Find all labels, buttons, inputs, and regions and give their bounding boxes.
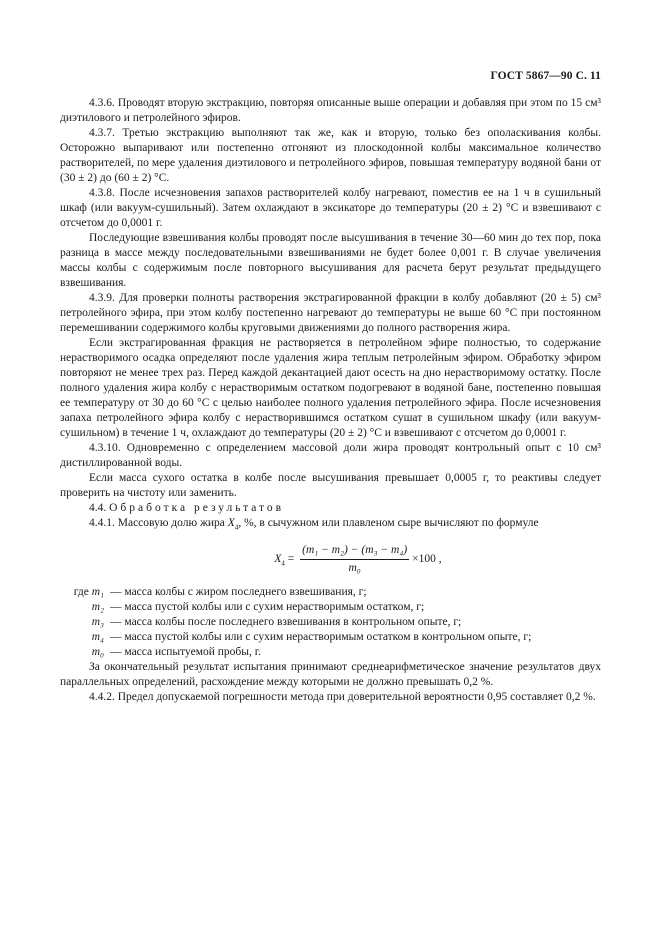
section-title-text: Обработка результатов — [109, 502, 285, 514]
paragraph-4-4-2: 4.4.2. Предел допускаемой погрешности метода при доверительной вероятности 0,95 составляет 0,2 %. — [89, 691, 596, 703]
formula-lhs-sub: 4 — [281, 558, 285, 567]
definition-var: m₀ — [91, 646, 104, 658]
paragraph-final-result: За окончательный результат испытания принимают среднеарифметическое значение результатов двух параллельных определений, расхождение между которыми не должно превышать 0,2 %. — [60, 661, 601, 688]
formula-equals: = — [284, 552, 298, 565]
formula-lhs — [274, 552, 285, 567]
definition-row — [60, 585, 601, 600]
definition-text: — масса пустой колбы или с сухим нерастворимым остатком в контрольном опыте, г; — [110, 631, 532, 643]
definition-text: — масса пустой колбы или с сухим нерастворимым остатком, г; — [110, 601, 425, 613]
paragraph-4-4-1 — [60, 516, 601, 531]
p441-sub: 4 — [234, 523, 239, 532]
definition-text: — масса испытуемой пробы, г. — [110, 646, 262, 658]
definition-lead — [60, 585, 110, 600]
definition-row — [60, 600, 601, 615]
definition-row — [60, 645, 601, 660]
formula-denominator: m₀ — [348, 561, 361, 574]
definition-lead — [60, 645, 110, 660]
formula-lhs-var: X — [274, 552, 282, 565]
variable-definitions — [60, 585, 601, 660]
definition-lead — [60, 600, 110, 615]
definition-where: где — [73, 586, 89, 598]
formula-numerator: (m₁ − m₂) − (m₃ − m₄) — [300, 543, 409, 560]
paragraph-4-3-6: 4.3.6. Проводят вторую экстракцию, повторяя описанные выше операции и добавляя при этом по 15 см³ диэтилового и петролейного эфиров. — [60, 97, 601, 124]
document-body — [60, 96, 601, 705]
paragraph-insoluble-residue: Если экстрагированная фракция не растворяется в петролейном эфире полностью, то содержание нерастворимого осадка определяют после удаления жира теплым петролейным эфиром. Обработку эфиром повторяют не менее трех раз. Перед каждой декантацией дают осесть на дно нерастворимому остатку. После полного удаления жира колбу с нерастворимым остатком подогревают в водяной бане, постепенно повышая ее температуру от 30 до 60 °С с целью наиболее полного удаления петролейного эфира. После исчезновения запаха петролейного эфира колбу с нерастворившимся остатком сушат в сушильном шкафу (или вакуум-сушильном) в течение 1 ч, охлаждают до температуры (20 ± 2) °С и взвешивают с отсчетом до 0,0001 г. — [60, 337, 601, 439]
paragraph-reagent-check: Если масса сухого остатка в колбе после высушивания превышает 0,0005 г, то реактивы следует проверить на чистоту или заменить. — [60, 472, 601, 499]
formula-multiplier: ×100 , — [412, 552, 442, 565]
definition-row — [60, 630, 601, 645]
formula-fraction — [300, 543, 409, 576]
definition-var: m₃ — [91, 616, 104, 628]
paragraph-4-3-8: 4.3.8. После исчезновения запахов растворителей колбу нагревают, поместив ее на 1 ч в сушильный шкаф (или вакуум-сушильный). Затем охлаждают в эксикаторе до температуры (20 ± 2) °С и взвешивают с отсчетом до 0,0001 г. — [60, 187, 601, 229]
paragraph-4-3-7: 4.3.7. Третью экстракцию выполняют так же, как и вторую, только без ополаскивания колбы. Осторожно выпаривают или постепенно отгоняют из плоскодонной колбы максимальное количество растворителей, по мере удаления диэтилового и петролейного эфиров, повышая температуру водяной бани от (30 ± 2) до (60 ± 2) °С. — [60, 127, 601, 184]
p441-rest: , %, в сычужном или плавленом сыре вычисляют по формуле — [238, 517, 539, 529]
p441-lead: 4.4.1. Массовую долю жира — [89, 517, 228, 529]
definition-row — [60, 615, 601, 630]
paragraph-4-3-10: 4.3.10. Одновременно с определением массовой доли жира проводят контрольный опыт с 10 см³ дистиллированной воды. — [60, 442, 601, 469]
definition-var: m₁ — [91, 586, 104, 598]
definition-var: m₂ — [91, 601, 104, 613]
paragraph-repeat-weighing: Последующие взвешивания колбы проводят после высушивания в течение 30—60 мин до тех пор, пока разница в массе между последовательными взвешиваниями не будет более 0,001 г. В случае увеличения массы колбы с содержимым после повторного высушивания для расчета берут результат предыдущего взвешивания. — [60, 232, 601, 289]
definition-text: — масса колбы после последнего взвешивания в контрольном опыте, г; — [110, 616, 462, 628]
definition-text: — масса колбы с жиром последнего взвешивания, г; — [110, 586, 367, 598]
p441-var: X — [227, 517, 235, 529]
section-title — [60, 501, 601, 516]
definition-var: m₄ — [91, 631, 104, 643]
section-number: 4.4. — [89, 502, 107, 514]
formula — [60, 539, 601, 579]
definition-lead — [60, 615, 110, 630]
definition-lead — [60, 630, 110, 645]
page-header: ГОСТ 5867—90 С. 11 — [490, 70, 601, 82]
paragraph-4-3-9: 4.3.9. Для проверки полноты растворения экстрагированной фракции в колбу добавляют (20 ± 5) см³ петролейного эфира, при этом колбу постепенно нагревают до температуры не выше 60 °С при постоянном перемешивании содержимого колбы круговыми движениями до полного растворения жира. — [60, 292, 601, 334]
